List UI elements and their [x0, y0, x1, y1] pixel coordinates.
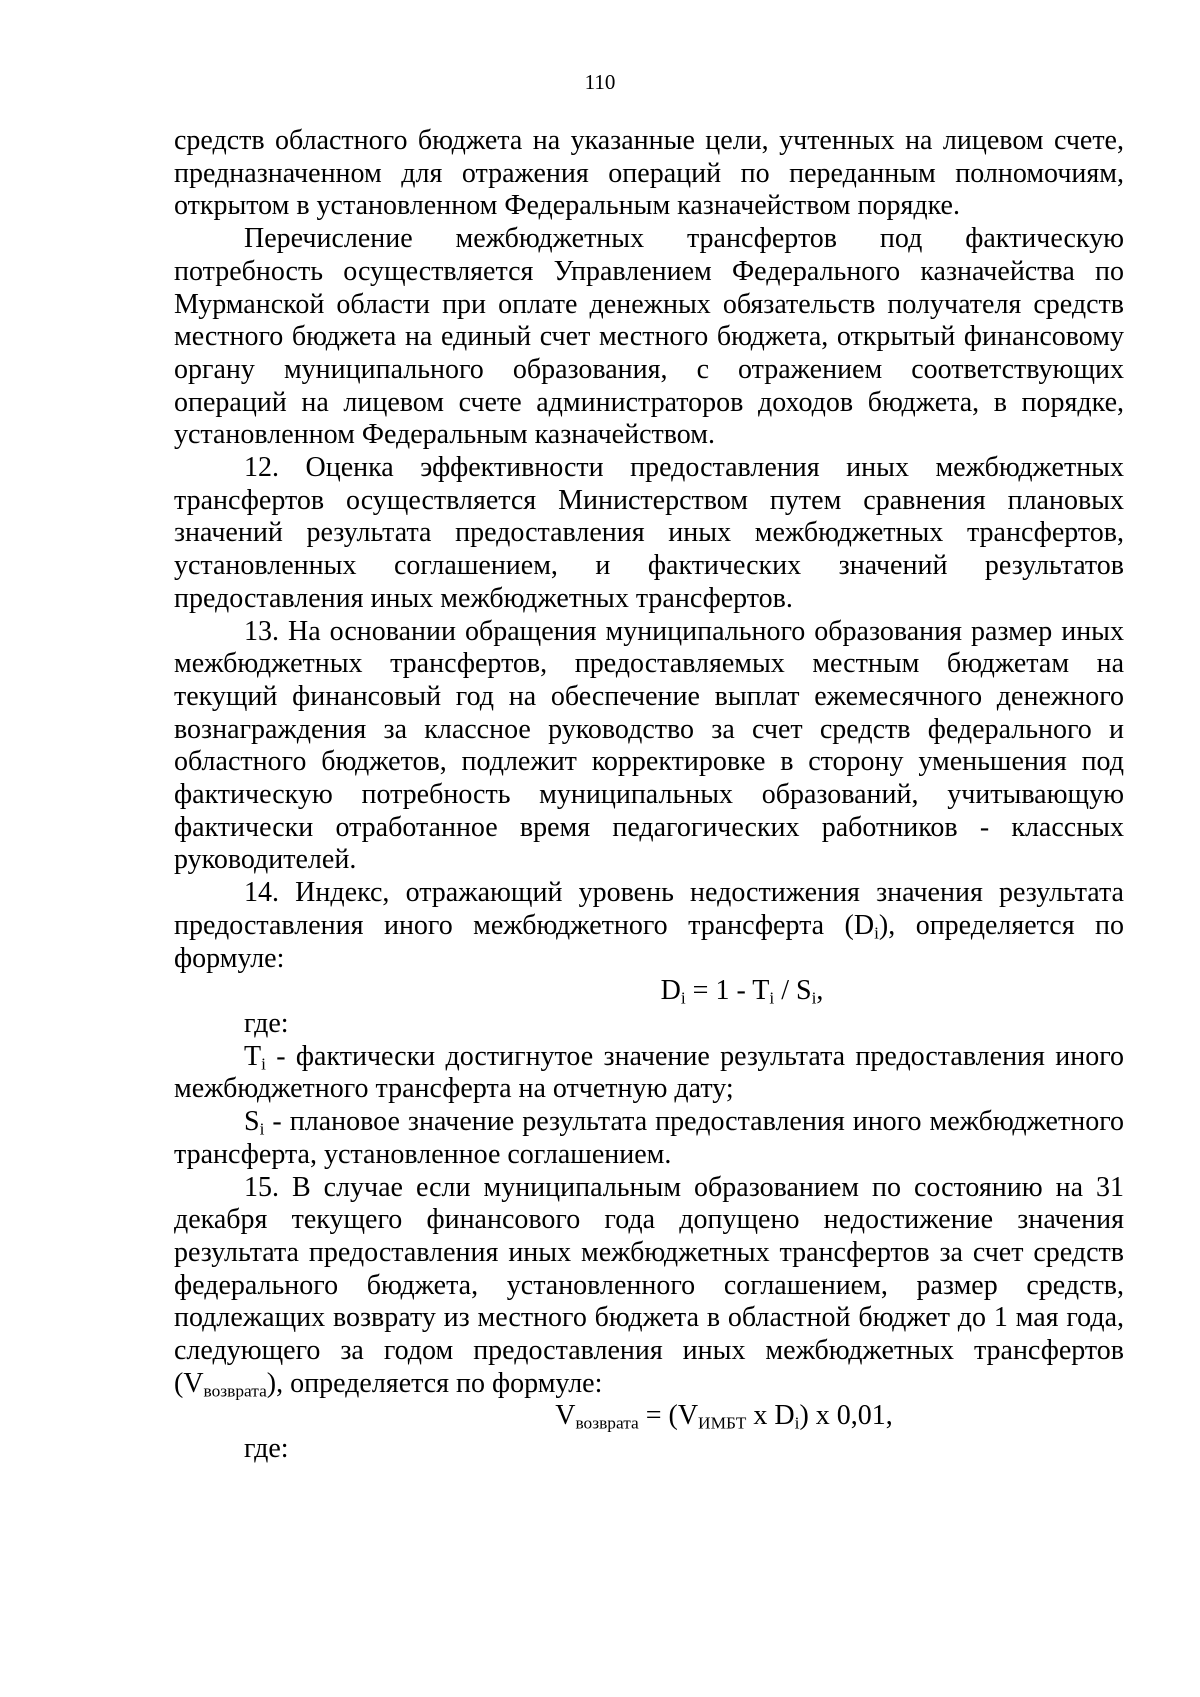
paragraph-continuation: средств областного бюджета на указанные цели, учтенных на лицевом счете, предназначенном для отражения операций по переданным полномочиям, открытом в установленном Федеральным казначейством порядке.	[174, 125, 1124, 222]
formula-refund-mid: = (V	[638, 1400, 699, 1432]
definition-si-text: - плановое значение результата предоставления иного межбюджетного трансферта, установленное соглашением.	[174, 1106, 1124, 1170]
where-label-1: где:	[244, 1007, 289, 1039]
formula-refund-v: V	[555, 1400, 576, 1432]
definition-ti-sub: i	[261, 1054, 266, 1074]
paragraph-15	[174, 1172, 1124, 1401]
formula-refund	[174, 1400, 1124, 1433]
definition-ti	[174, 1041, 1124, 1106]
document-body	[174, 125, 1124, 1466]
paragraph-15-text: 15. В случае если муниципальным образованием по состоянию на 31 декабря текущего финансового года допущено недостижение значения результата предоставления иных межбюджетных трансфертов за счет средств федерального бюджета, установленного соглашением, размер средств, подлежащих возврату из местного бюджета в областной бюджет до 1 мая года, следующего за годом предоставления иных межбюджетных трансфертов (V	[174, 1171, 1124, 1399]
definition-si-symbol: S	[244, 1106, 260, 1138]
formula-refund-imbt-sub: ИМБТ	[698, 1413, 747, 1433]
formula-refund-x: x D	[746, 1400, 795, 1432]
paragraph-15-subscript: возврата	[203, 1381, 267, 1401]
formula-index-d: D	[660, 975, 681, 1007]
paragraph-13: 13. На основании обращения муниципального образования размер иных межбюджетных трансфертов, предоставляемых местным бюджетам на текущий финансовый год на обеспечение выплат ежемесячного денежного вознаграждения за классное руководство за счет средств федерального и областного бюджетов, подлежит корректировке в сторону уменьшения под фактическую потребность муниципальных образований, учитывающую фактически отработанное время педагогических работников - классных руководителей.	[174, 615, 1124, 876]
formula-index-end: ,	[816, 975, 824, 1007]
paragraph-transfer: Перечисление межбюджетных трансфертов под фактическую потребность осуществляется Управлением Федерального казначейства по Мурманской области при оплате денежных обязательств получателя средств местного бюджета на единый счет местного бюджета, открытый финансовому органу муниципального образования, с отражением соответствующих операций на лицевом счете администраторов доходов бюджета, в порядке, установленном Федеральным казначейством.	[174, 223, 1124, 451]
formula-refund-end: ) x 0,01,	[799, 1400, 893, 1432]
paragraph-14-subscript: i	[874, 923, 879, 943]
paragraph-12: 12. Оценка эффективности предоставления иных межбюджетных трансфертов осуществляется Министерством путем сравнения плановых значений результата предоставления иных межбюджетных трансфертов, установленных соглашением, и фактических значений результатов предоставления иных межбюджетных трансфертов.	[174, 452, 1124, 614]
formula-index-d-sub: i	[680, 988, 686, 1008]
formula-index-t-sub: i	[769, 988, 775, 1008]
definition-si	[174, 1106, 1124, 1171]
formula-index	[174, 975, 1124, 1008]
formula-index-s-sub: i	[811, 988, 817, 1008]
definition-ti-symbol: T	[244, 1040, 262, 1072]
formula-refund-v-sub: возврата	[575, 1413, 639, 1433]
formula-refund-d-sub: i	[794, 1413, 800, 1433]
page-number: 110	[584, 70, 616, 94]
definition-ti-text: - фактически достигнутое значение результата предоставления иного межбюджетного трансферта на отчетную дату;	[174, 1040, 1124, 1105]
paragraph-15-text-end: ), определяется по формуле:	[266, 1367, 603, 1399]
formula-index-mid: = 1 - T	[685, 975, 770, 1007]
paragraph-14-text: 14. Индекс, отражающий уровень недостижения значения результата предоставления иного межбюджетного трансферта (D	[174, 877, 1124, 941]
where-label-2: где:	[244, 1433, 289, 1465]
definition-si-sub: i	[259, 1119, 265, 1139]
paragraph-14	[174, 877, 1124, 975]
paragraph-14-text-end: ), определяется по формуле:	[174, 909, 1124, 974]
formula-index-slash: / S	[774, 975, 812, 1007]
